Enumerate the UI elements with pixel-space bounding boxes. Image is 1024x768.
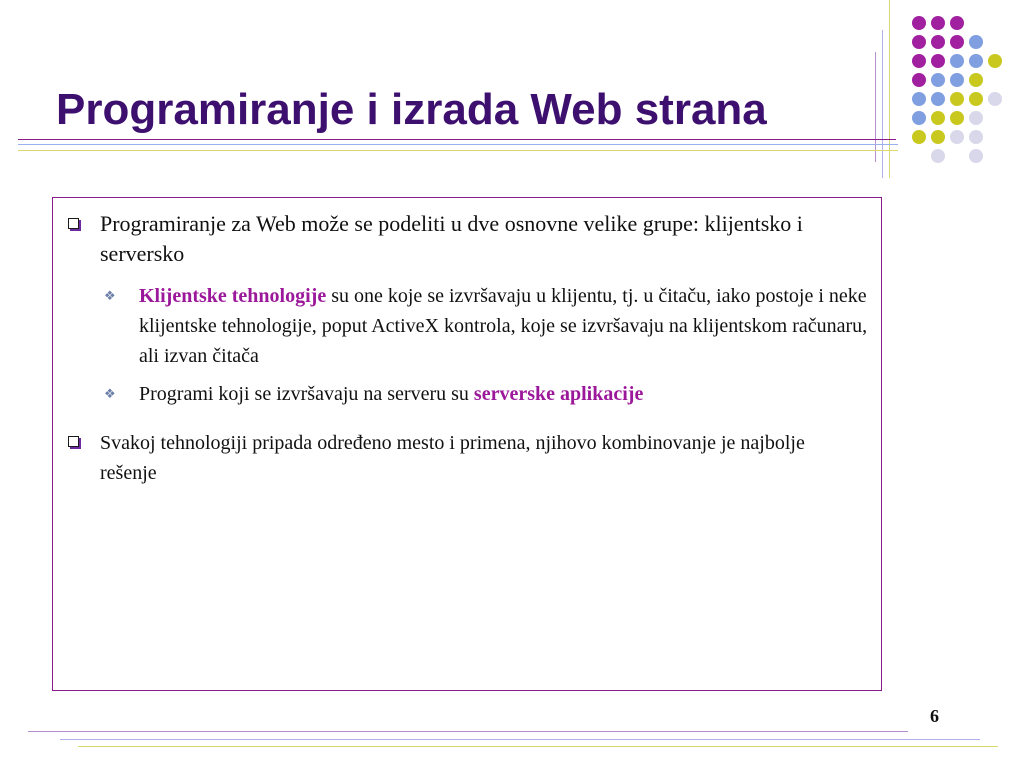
- decorative-dot: [969, 73, 983, 87]
- decorative-vertical-line: [875, 52, 876, 162]
- footer-line-purple: [28, 731, 908, 732]
- decorative-dot: [969, 54, 983, 68]
- bullet-item: [100, 209, 835, 269]
- sub-bullet-text: Programi koji se izvršavaju na serveru su: [139, 383, 474, 405]
- decorative-dot: [950, 92, 964, 106]
- sub-bullet-item: [104, 379, 879, 409]
- decorative-dot: [969, 35, 983, 49]
- bullet-item: [100, 428, 835, 488]
- decorative-dot: [950, 130, 964, 144]
- decorative-dot: [912, 111, 926, 125]
- title-underline-blue: [18, 144, 898, 145]
- decorative-dot: [969, 92, 983, 106]
- square-bullet-icon: [68, 436, 79, 447]
- bullet-text: Programiranje za Web može se podeliti u dve osnovne velike grupe: klijentsko i serversko: [100, 211, 803, 266]
- decorative-vertical-line: [889, 0, 890, 178]
- decorative-dot: [950, 73, 964, 87]
- decorative-dot: [931, 16, 945, 30]
- content-box: [52, 197, 882, 691]
- bullet-text: Svakoj tehnologiji pripada određeno mesto i primena, njihovo kombinovanje je najbolje rešenje: [100, 432, 805, 484]
- footer-line-yellow: [78, 746, 998, 747]
- decorative-vertical-line: [882, 30, 883, 178]
- page-number: 6: [930, 706, 939, 726]
- decorative-dot: [931, 130, 945, 144]
- decorative-dot: [912, 35, 926, 49]
- decorative-dot: [931, 92, 945, 106]
- decorative-dot: [912, 92, 926, 106]
- title-underline-yellow: [18, 150, 898, 151]
- decorative-dot: [969, 111, 983, 125]
- highlight-text: Klijentske tehnologije: [139, 285, 327, 307]
- decorative-dot: [950, 54, 964, 68]
- decorative-dot: [969, 130, 983, 144]
- decorative-dot: [912, 54, 926, 68]
- highlight-text: serverske aplikacije: [473, 383, 644, 405]
- diamond-bullet-icon: ❖: [104, 289, 116, 304]
- decorative-dot: [931, 54, 945, 68]
- diamond-bullet-icon: ❖: [104, 387, 116, 402]
- slide-title: Programiranje i izrada Web strana: [56, 85, 767, 134]
- footer-line-blue: [60, 739, 980, 740]
- decorative-dot: [912, 130, 926, 144]
- decorative-dot: [931, 149, 945, 163]
- decorative-dot: [950, 35, 964, 49]
- decorative-dot: [969, 149, 983, 163]
- decorative-dot: [931, 111, 945, 125]
- decorative-dot: [931, 73, 945, 87]
- decorative-dot: [988, 54, 1002, 68]
- decorative-dot: [912, 73, 926, 87]
- decorative-dot: [950, 16, 964, 30]
- decorative-dot: [912, 16, 926, 30]
- title-underline-purple: [18, 139, 896, 140]
- sub-bullet-item: [104, 281, 879, 371]
- decorative-dot: [988, 92, 1002, 106]
- decorative-dot: [950, 111, 964, 125]
- sub-bullet-text: su one koje se izvršavaju u klijentu, tj. u čitaču, iako postoje i neke klijentske tehnologije, poput ActiveX kontrola, koje se izvršavaju na klijentskom računaru, ali izvan čitača: [139, 285, 868, 367]
- square-bullet-icon: [68, 218, 79, 229]
- decorative-dot: [931, 35, 945, 49]
